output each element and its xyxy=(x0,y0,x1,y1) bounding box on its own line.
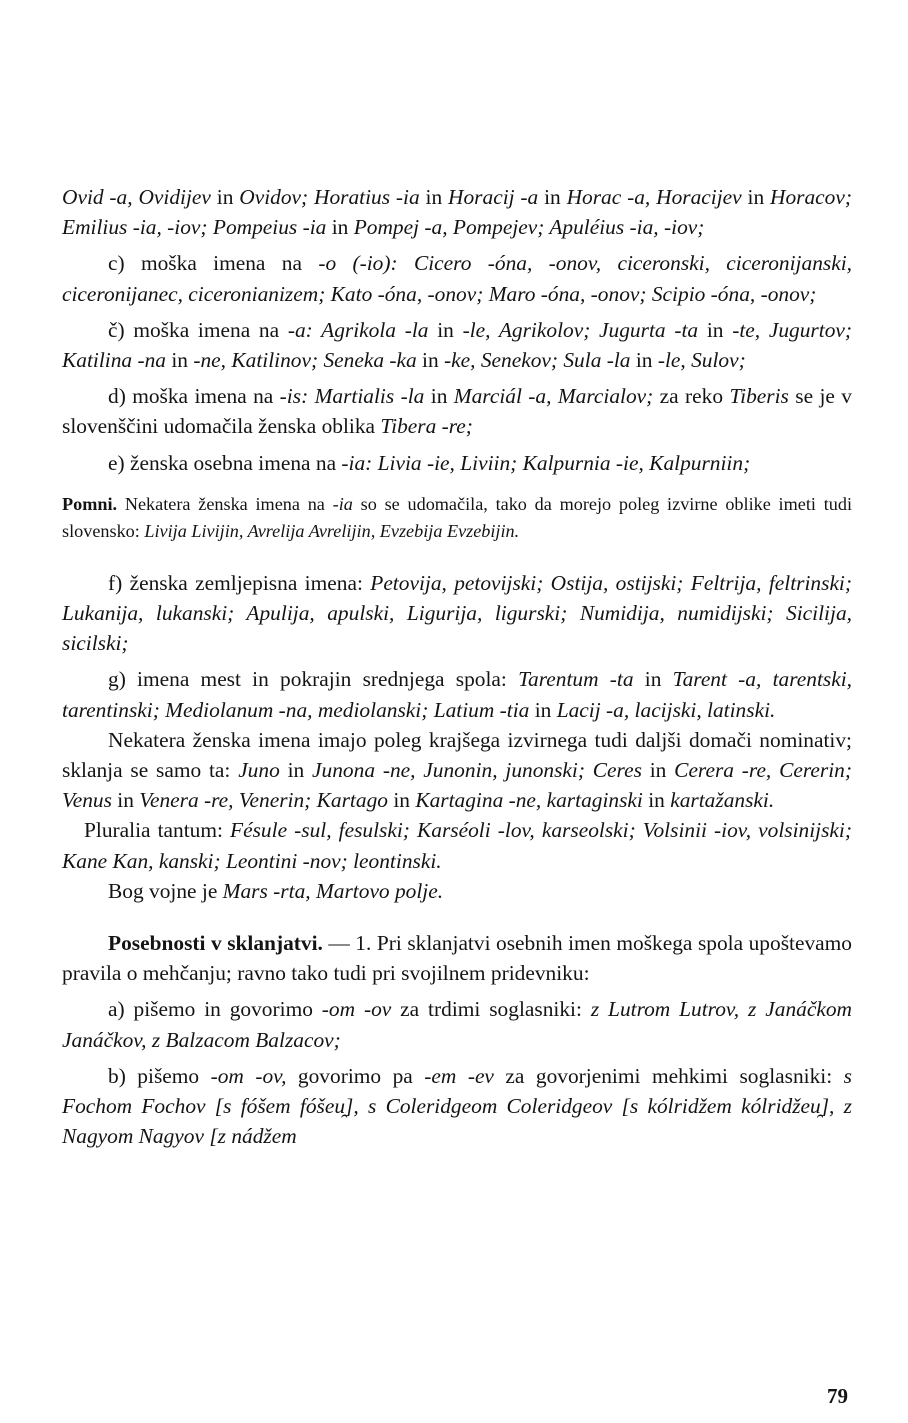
paragraph-3: č) moška imena na -a: Agrikola -la in -le, Agrikolov; Jugurta -ta in -te, Jugurtov; Katilina -na in -ne, Katilinov; Seneka -ka in -ke, Senekov; Sula -la in -le, Sulov; xyxy=(62,317,853,373)
paragraph-14: b) pišemo -om -ov, govorimo pa -em -ev za govorjenimi mehkimi soglasniki: s Fochom Fochov [s fóšem fóšeu̯], s Coleridgeom Coleridgeov [s kólridžem kólridžeu̯], z Nagyom Nagyov [z nádžem xyxy=(62,1063,852,1149)
page-number: 79 xyxy=(827,1384,848,1408)
paragraph-9: Nekatera ženska imena imajo poleg krajšega izvirnega tudi daljši domači nominativ; sklanja se samo ta: Juno in Junona -ne, Junonin, junonski; Ceres in Cerera -re, Cererin; Venus in Venera -re, Venerin; Kartago in Kartagina -ne, kartaginski in kartažanski. xyxy=(62,727,852,813)
paragraph-8: g) imena mest in pokrajin srednjega spola: Tarentum -ta in Tarent -a, tarentski, tarentinski; Mediolanum -na, mediolanski; Latium -tia in Lacij -a, lacijski, latinski. xyxy=(62,667,852,722)
page-body-text xyxy=(62,182,852,1151)
paragraph-4: d) moška imena na -is: Martialis -la in Marciál -a, Marcialov; za reko Tiberis se je v slovenščini udomačila ženska oblika Tibera -re; xyxy=(62,384,852,439)
paragraph-12: Posebnosti v sklanjatvi. — 1. Pri sklanjatvi osebnih imen moškega spola upoštevamo pravila o mehčanju; ravno tako tudi pri svojilnem pridevniku: xyxy=(62,931,852,986)
paragraph-5: e) ženska osebna imena na -ia: Livia -ie, Liviin; Kalpurnia -ie, Kalpurniin; xyxy=(108,450,751,475)
paragraph-7: f) ženska zemljepisna imena: Petovija, petovijski; Ostija, ostijski; Feltrija, feltrinski; Lukanija, lukanski; Apulija, apulski, Ligurija, ligurski; Numidija, numidijski; Sicilija, sicilski; xyxy=(62,570,853,656)
paragraph-6: Pomni. Nekatera ženska imena na -ia so se udomačila, tako da morejo poleg izvirne oblike imeti tudi slovensko: Livija Livijin, Avrelija Avrelijin, Evzebija Evzebijin. xyxy=(62,493,853,542)
paragraph-11: Bog vojne je Mars -rta, Martovo polje. xyxy=(108,878,444,903)
paragraph-2: c) moška imena na -o (-io): Cicero -óna, -onov, ciceronski, ciceronijanski, ciceronijanec, ciceronianizem; Kato -óna, -onov; Maro -óna, -onov; Scipio -óna, -onov; xyxy=(62,251,853,306)
paragraph-10: Pluralia tantum: Fésule -sul, fesulski; Karséoli -lov, karseolski; Volsinii -iov, volsinijski; Kane Kan, kanski; Leontini -nov; leontinski. xyxy=(62,818,852,873)
paragraph-13: a) pišemo in govorimo -om -ov za trdimi soglasniki: z Lutrom Lutrov, z Janáčkom Janáčkov, z Balzacom Balzacov; xyxy=(62,997,852,1052)
paragraph-1: Ovid -a, Ovidijev in Ovidov; Horatius -ia in Horacij -a in Horac -a, Horacijev in Horacov; Emilius -ia, -iov; Pompeius -ia in Pompej -a, Pompejev; Apuléius -ia, -iov; xyxy=(62,185,852,240)
